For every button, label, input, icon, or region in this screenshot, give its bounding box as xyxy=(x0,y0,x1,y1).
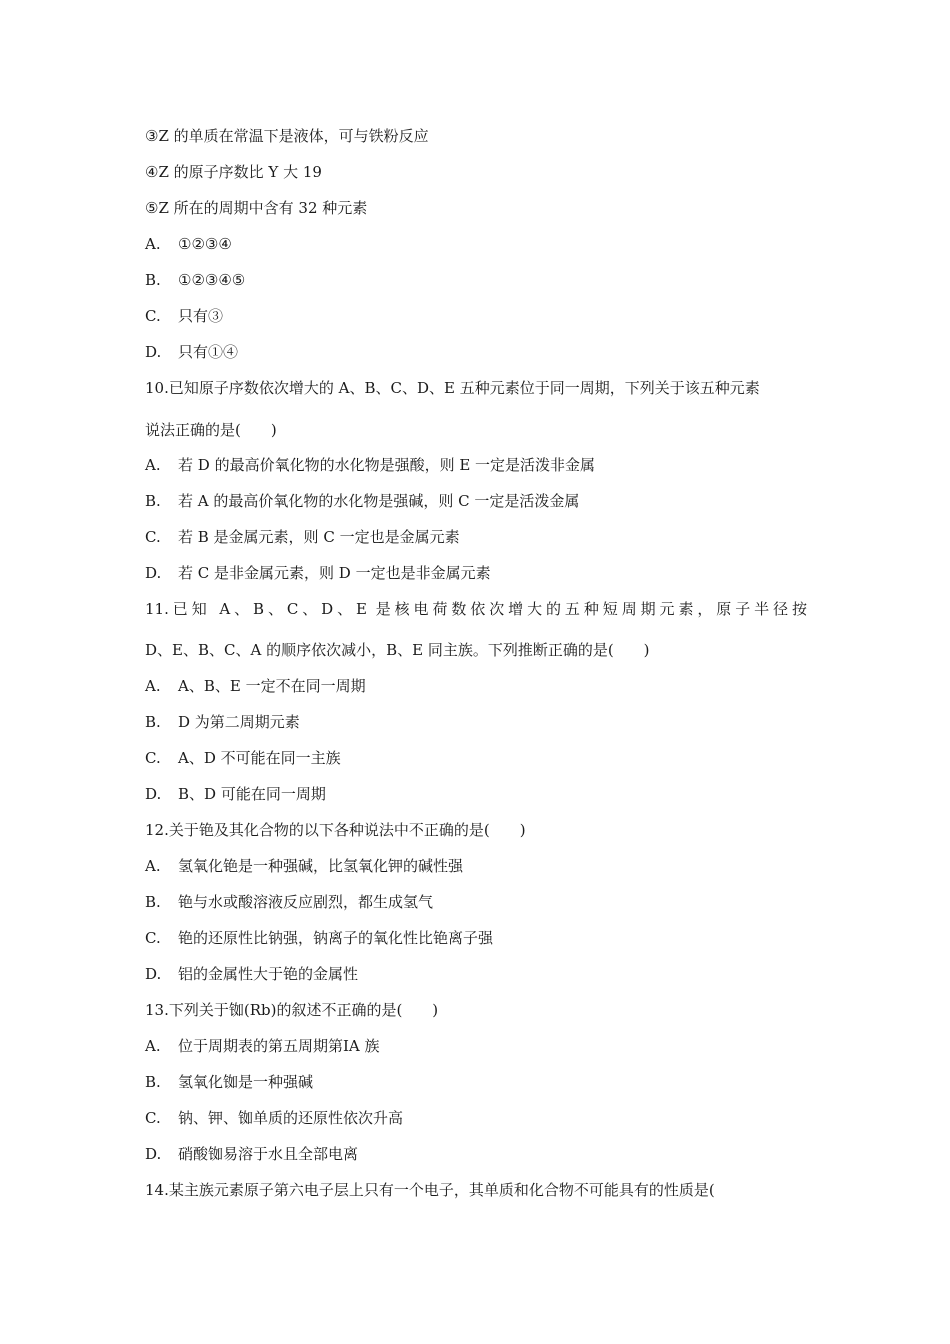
option-letter: C. xyxy=(145,749,161,767)
q13-option-a xyxy=(145,1036,380,1056)
option-text: 只有①④ xyxy=(178,343,239,361)
q9-option-a xyxy=(145,234,232,254)
q9-option-c xyxy=(145,306,223,326)
option-text: 钠、钾、铷单质的还原性依次升高 xyxy=(178,1109,404,1127)
q13-option-d xyxy=(145,1144,358,1164)
q11-option-d xyxy=(145,784,326,804)
option-text: 硝酸铷易溶于水且全部电离 xyxy=(178,1145,359,1163)
q10-stem-line-1: 10.已知原子序数依次增大的 A、B、C、D、E 五种元素位于同一周期，下列关于该五种元素 xyxy=(145,379,760,397)
q9-item-3: ③Z 的单质在常温下是液体，可与铁粉反应 xyxy=(145,127,429,145)
q12-stem: 12.关于铯及其化合物的以下各种说法中不正确的是( ) xyxy=(145,821,526,839)
option-text: 若 B 是金属元素，则 C 一定也是金属元素 xyxy=(178,528,460,546)
q12-option-a xyxy=(145,856,463,876)
option-text: 铯的还原性比钠强，钠离子的氧化性比铯离子强 xyxy=(178,929,494,947)
option-text: ①②③④⑤ xyxy=(178,271,246,289)
option-text: 铝的金属性大于铯的金属性 xyxy=(178,965,359,983)
option-text: 铯与水或酸溶液反应剧烈，都生成氢气 xyxy=(178,893,434,911)
option-letter: C. xyxy=(145,1109,161,1127)
option-text: D 为第二周期元素 xyxy=(178,713,300,731)
option-letter: C. xyxy=(145,528,161,546)
q9-item-4: ④Z 的原子序数比 Y 大 19 xyxy=(145,163,322,181)
option-text: 若 D 的最高价氧化物的水化物是强酸，则 E 一定是活泼非金属 xyxy=(178,456,596,474)
q11-stem-line-2: D、E、B、C、A 的顺序依次减小，B、E 同主族。下列推断正确的是( ) xyxy=(145,641,650,659)
q10-option-d xyxy=(145,563,491,583)
q11-stem-line-1: 11.已知 A、B、C、D、E 是核电荷数依次增大的五种短周期元素，原子半径按 xyxy=(145,600,807,618)
q13-option-c xyxy=(145,1108,403,1128)
option-text: 氢氧化铷是一种强碱 xyxy=(178,1073,314,1091)
option-letter: D. xyxy=(145,343,162,361)
option-text: 氢氧化铯是一种强碱，比氢氧化钾的碱性强 xyxy=(178,857,464,875)
option-letter: D. xyxy=(145,785,162,803)
q13-stem: 13.下列关于铷(Rb)的叙述不正确的是( ) xyxy=(145,1001,439,1019)
q9-option-b xyxy=(145,270,245,290)
q10-option-b xyxy=(145,491,579,511)
option-letter: D. xyxy=(145,965,162,983)
option-text: A、D 不可能在同一主族 xyxy=(178,749,341,767)
option-letter: B. xyxy=(145,271,161,289)
q9-item-5: ⑤Z 所在的周期中含有 32 种元素 xyxy=(145,199,368,217)
q9-option-d xyxy=(145,342,238,362)
option-letter: B. xyxy=(145,1073,161,1091)
option-letter: B. xyxy=(145,893,161,911)
q12-option-b xyxy=(145,892,433,912)
option-letter: A. xyxy=(145,1037,161,1055)
q11-option-b xyxy=(145,712,300,732)
option-text: 若 A 的最高价氧化物的水化物是强碱，则 C 一定是活泼金属 xyxy=(178,492,580,510)
q12-option-c xyxy=(145,928,493,948)
option-text: 若 C 是非金属元素，则 D 一定也是非金属元素 xyxy=(178,564,491,582)
q14-stem: 14.某主族元素原子第六电子层上只有一个电子，其单质和化合物不可能具有的性质是( xyxy=(145,1181,715,1199)
option-text: B、D 可能在同一周期 xyxy=(178,785,326,803)
option-letter: B. xyxy=(145,492,161,510)
option-text: 位于周期表的第五周期第ⅠA 族 xyxy=(178,1037,380,1055)
q11-option-c xyxy=(145,748,341,768)
q10-stem-line-2: 说法正确的是( ) xyxy=(145,421,277,439)
option-letter: D. xyxy=(145,564,162,582)
option-letter: A. xyxy=(145,677,161,695)
option-text: A、B、E 一定不在同一周期 xyxy=(178,677,366,695)
q12-option-d xyxy=(145,964,358,984)
q10-option-c xyxy=(145,527,460,547)
option-text: 只有③ xyxy=(178,307,224,325)
option-letter: A. xyxy=(145,235,161,253)
option-letter: C. xyxy=(145,307,161,325)
option-letter: D. xyxy=(145,1145,162,1163)
q10-option-a xyxy=(145,455,595,475)
option-text: ①②③④ xyxy=(178,235,232,253)
option-letter: A. xyxy=(145,456,161,474)
option-letter: C. xyxy=(145,929,161,947)
q13-option-b xyxy=(145,1072,313,1092)
q11-option-a xyxy=(145,676,366,696)
option-letter: B. xyxy=(145,713,161,731)
option-letter: A. xyxy=(145,857,161,875)
